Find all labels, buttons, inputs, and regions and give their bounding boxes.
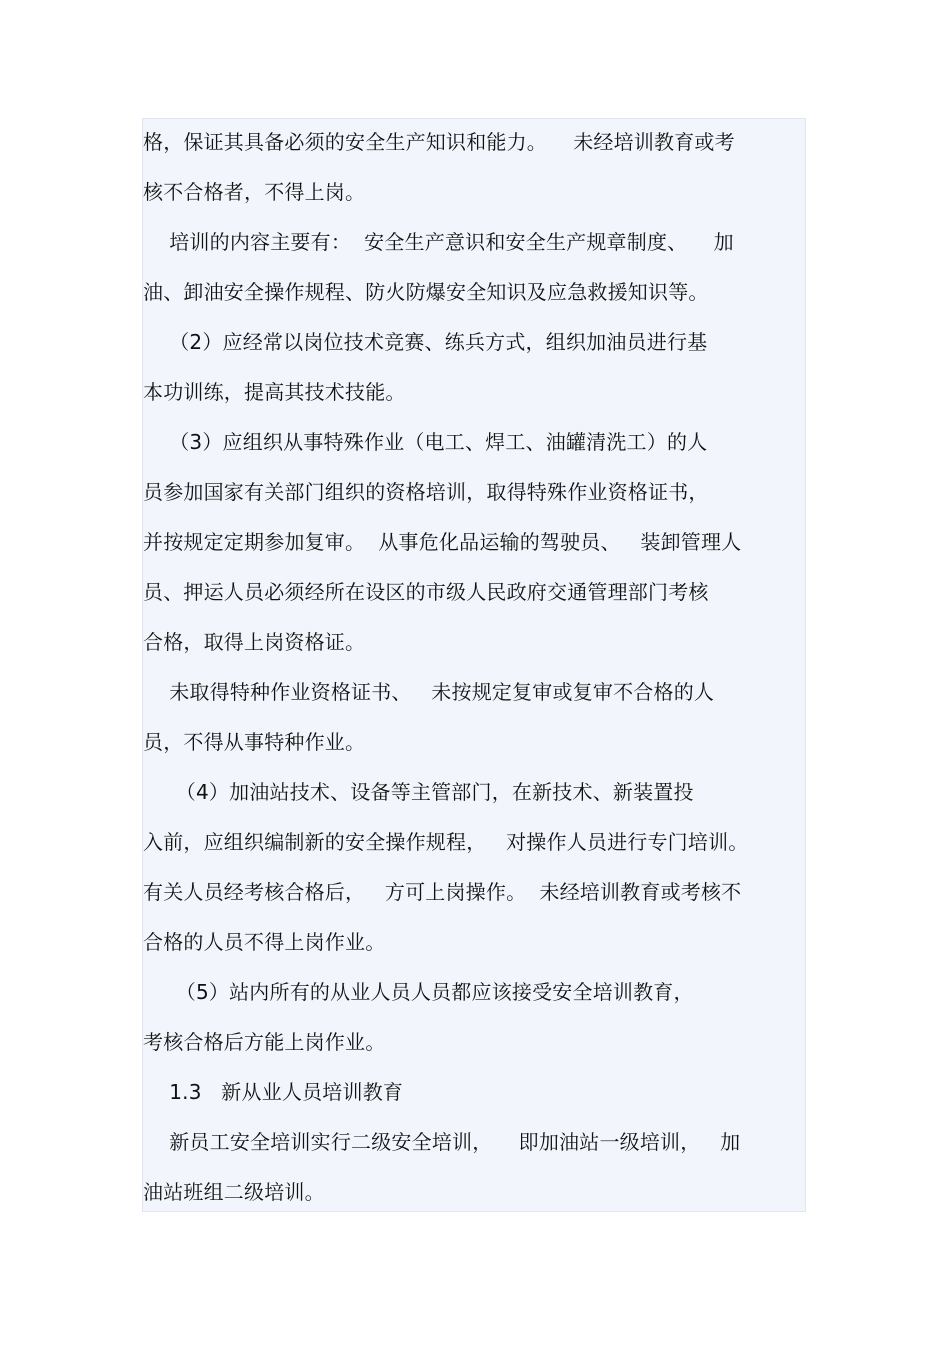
text-line: 未取得特种作业资格证书、 未按规定复审或复审不合格的人 xyxy=(143,680,715,704)
text-line: （3）应组织从事特殊作业（电工、焊工、油罐清洗工）的人 xyxy=(143,430,708,454)
text-line: 本功训练，提高其技术技能。 xyxy=(143,380,406,404)
text-line: （5）站内所有的从业人员人员都应该接受安全培训教育， xyxy=(143,980,694,1004)
text-line: 合格，取得上岗资格证。 xyxy=(143,630,366,654)
text-line: 员，不得从事特种作业。 xyxy=(143,730,366,754)
text-line: 有关人员经考核合格后， 方可上岗操作。 未经培训教育或考核不 xyxy=(143,880,742,904)
text-line: 新员工安全培训实行二级安全培训， 即加油站一级培训， 加 xyxy=(143,1130,741,1154)
text-line: 考核合格后方能上岗作业。 xyxy=(143,1030,386,1054)
text-line: （2）应经常以岗位技术竞赛、练兵方式，组织加油员进行基 xyxy=(143,330,708,354)
text-line: 入前，应组织编制新的安全操作规程， 对操作人员进行专门培训。 xyxy=(143,830,749,854)
text-line: 格，保证其具备必须的安全生产知识和能力。 未经培训教育或考 xyxy=(143,130,735,154)
section-heading: 1.3 新从业人员培训教育 xyxy=(143,1080,404,1104)
text-line: 员参加国家有关部门组织的资格培训，取得特殊作业资格证书， xyxy=(143,480,709,504)
text-line: 培训的内容主要有： 安全生产意识和安全生产规章制度、 加 xyxy=(143,230,734,254)
text-line: 油、卸油安全操作规程、防火防爆安全知识及应急救援知识等。 xyxy=(143,280,709,304)
text-line: 核不合格者，不得上岗。 xyxy=(143,180,366,204)
text-line: 员、押运人员必须经所在设区的市级人民政府交通管理部门考核 xyxy=(143,580,709,604)
text-line: 并按规定定期参加复审。 从事危化品运输的驾驶员、 装卸管理人 xyxy=(143,530,742,554)
text-line: （4）加油站技术、设备等主管部门，在新技术、新装置投 xyxy=(143,780,694,804)
text-line: 油站班组二级培训。 xyxy=(143,1180,325,1204)
document-page xyxy=(142,118,806,1212)
text-line: 合格的人员不得上岗作业。 xyxy=(143,930,386,954)
